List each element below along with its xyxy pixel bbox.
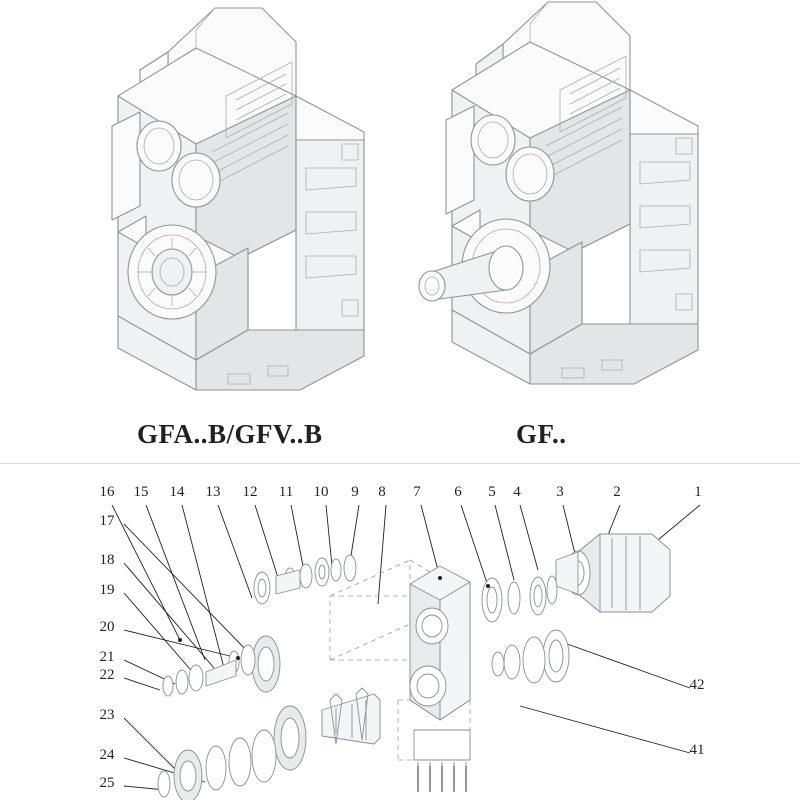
callout-7: 7 xyxy=(413,484,421,500)
callout-2: 2 xyxy=(613,484,621,500)
callout-23: 23 xyxy=(99,707,115,723)
callout-6: 6 xyxy=(454,484,462,500)
parts-upper-rings xyxy=(482,576,569,683)
callout-1: 1 xyxy=(694,484,702,500)
callout-15: 15 xyxy=(133,484,149,500)
caption-right-gearbox: GF.. xyxy=(516,419,567,449)
callout-8: 8 xyxy=(378,484,386,500)
caption-left-gearbox: GFA..B/GFV..B xyxy=(137,419,323,449)
callout-14: 14 xyxy=(169,484,185,500)
callout-4: 4 xyxy=(513,484,521,500)
parts-bottom-row xyxy=(158,694,380,800)
callout-22: 22 xyxy=(99,667,115,683)
part-housing xyxy=(410,566,470,786)
left-gearbox-drawing xyxy=(112,8,364,390)
parts-small-shaft-row xyxy=(254,555,356,604)
callout-12: 12 xyxy=(242,484,258,500)
callout-20: 20 xyxy=(99,619,115,635)
callout-42: 42 xyxy=(689,677,705,693)
callout-25: 25 xyxy=(99,775,115,791)
parts-pins xyxy=(330,688,466,792)
callout-13: 13 xyxy=(205,484,221,500)
callout-5: 5 xyxy=(488,484,496,500)
callout-16: 16 xyxy=(99,484,115,500)
callout-18: 18 xyxy=(99,552,115,568)
callout-41: 41 xyxy=(689,742,705,758)
callout-11: 11 xyxy=(278,484,294,500)
callout-24: 24 xyxy=(99,747,115,763)
callout-19: 19 xyxy=(99,582,115,598)
parts-mid-left xyxy=(163,636,280,696)
right-gearbox-drawing xyxy=(419,2,698,384)
callout-17: 17 xyxy=(99,513,115,529)
callout-21: 21 xyxy=(99,649,115,665)
callout-10: 10 xyxy=(313,484,329,500)
part-motor-adaptor xyxy=(556,534,670,612)
callout-3: 3 xyxy=(556,484,564,500)
section-divider xyxy=(0,463,800,464)
callout-9: 9 xyxy=(351,484,359,500)
